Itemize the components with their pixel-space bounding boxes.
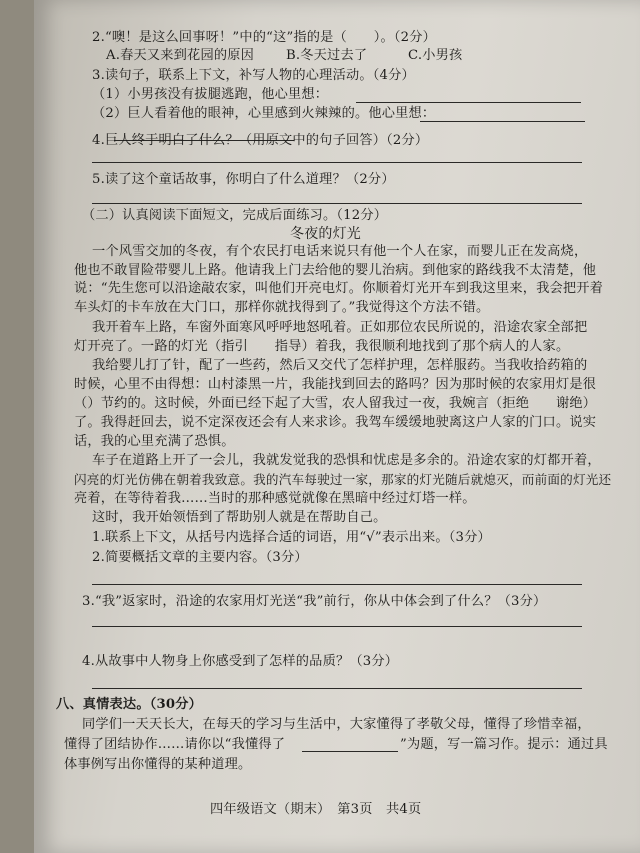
q5-answer-line xyxy=(92,203,582,204)
article-line: 车头灯的卡车放在大门口，那样你就找得到了。”我觉得这个方法不错。 xyxy=(74,300,490,315)
article-line: 一个风雪交加的冬夜，有个农民打电话来说只有他一个人在家，而婴儿正在发高烧， xyxy=(92,244,588,259)
composition-prompt-line-3: 体事例写出你懂得的某种道理。 xyxy=(64,757,252,772)
question-3: 3.读句子，联系上下文，补写人物的心理活动。（4分） xyxy=(92,68,415,83)
question-5: 5.读了这个童话故事，你明白了什么道理？（2分） xyxy=(92,172,395,187)
article-line: 灯开亮了。一路的灯光（指引 指导）着我，我很顺利地找到了那个病人的人家。 xyxy=(74,339,570,354)
article-line: 车子在道路上开了一会儿，我就发觉我的恐惧和忧虑是多余的。沿途农家的灯都开着， xyxy=(92,453,601,468)
article-line: 我给婴儿打了针，配了一些药，然后又交代了怎样护理，怎样服药。当我收拾药箱的 xyxy=(92,358,588,373)
q2-option-a: A.春天又来到花园的原因 xyxy=(106,48,254,63)
article-line: 闪亮的灯光仿佛在朝着我致意。我的汽车每驶过一家，那家的灯光随后就熄灭，而前面的灯光还 xyxy=(74,472,612,487)
section-8-heading: 八、真情表达。（30分） xyxy=(56,697,203,712)
exercise-4-answer-line xyxy=(92,688,582,689)
q2-option-c: C.小男孩 xyxy=(408,48,463,63)
exercise-4: 4.从故事中人物身上你感受到了怎样的品质？（3分） xyxy=(82,654,399,669)
exercise-3-answer-line xyxy=(92,626,582,627)
article-line: 了。我得赶回去，说不定深夜还会有人来求诊。我驾车缓缓地驶离这户人家的门口。说实 xyxy=(74,415,597,430)
article-title: 冬夜的灯光 xyxy=(290,226,361,242)
article-line: 亮着，在等待着我……当时的那种感觉就像在黑暗中经过灯塔一样。 xyxy=(74,491,476,506)
article-line: 我开着车上路，车窗外面寒风呼呼地怒吼着。正如那位农民所说的，沿途农家全部把 xyxy=(92,320,588,335)
article-line: 这时，我开始领悟到了帮助别人就是在帮助自己。 xyxy=(92,510,387,525)
composition-prompt-line-2a: 懂得了团结协作……请你以“我懂得了 xyxy=(64,737,286,752)
section-2-heading: （二）认真阅读下面短文，完成后面练习。（12分） xyxy=(82,208,388,223)
composition-prompt-line-2b: ”为题，写一篇习作。提示：通过具 xyxy=(400,737,608,752)
exercise-1: 1.联系上下文，从括号内选择合适的词语，用“√”表示出来。（3分） xyxy=(92,530,491,545)
article-line: 话，我的心里充满了恐惧。 xyxy=(74,434,235,449)
exercise-2-answer-line xyxy=(92,584,582,585)
exercise-2: 2.简要概括文章的主要内容。（3分） xyxy=(92,550,308,565)
q4-answer-line xyxy=(92,162,582,163)
article-line: 说：“先生您可以沿途敲农家，叫他们开亮电灯。你顺着灯光开车到我这里来，我会把开着 xyxy=(74,281,604,296)
question-4: 4.巨人终于明白了什么？（用原文中的句子回答）（2分） xyxy=(92,133,429,148)
article-line: （）节约的。这时候，外面已经下起了大雪，农人留我过一夜，我婉言（拒绝 谢绝） xyxy=(74,396,597,411)
article-line: 他也不敢冒险带婴儿上路。他请我上门去给他的婴儿治病。到他家的路线我不太清楚，他 xyxy=(74,263,597,278)
composition-title-blank xyxy=(302,751,398,752)
page-footer: 四年级语文（期末） 第3页 共4页 xyxy=(210,802,422,817)
article-line: 时候，心里不由得想：山村漆黑一片，我能找到回去的路吗？因为那时候的农家用灯是很 xyxy=(74,377,597,392)
q3-item-1-answer-line xyxy=(356,102,581,103)
q3-item-2: （2）巨人看着他的眼神，心里感到火辣辣的。他心里想： xyxy=(92,106,436,121)
q2-option-b: B.冬天过去了 xyxy=(286,48,368,63)
q3-item-1: （1）小男孩没有拔腿逃跑，他心里想： xyxy=(92,87,329,102)
exam-page xyxy=(34,0,640,853)
q3-item-2-answer-line-a xyxy=(420,121,585,122)
composition-prompt-line-1: 同学们一天天长大，在每天的学习与生活中，大家懂得了孝敬父母，懂得了珍惜幸福， xyxy=(82,717,591,732)
exercise-3: 3.“我”返家时，沿途的农家用灯光送“我”前行，你从中体会到了什么？（3分） xyxy=(82,594,547,609)
question-2: 2.“噢！是这么回事呀！”中的“这”指的是（ ）。（2分） xyxy=(92,30,437,45)
